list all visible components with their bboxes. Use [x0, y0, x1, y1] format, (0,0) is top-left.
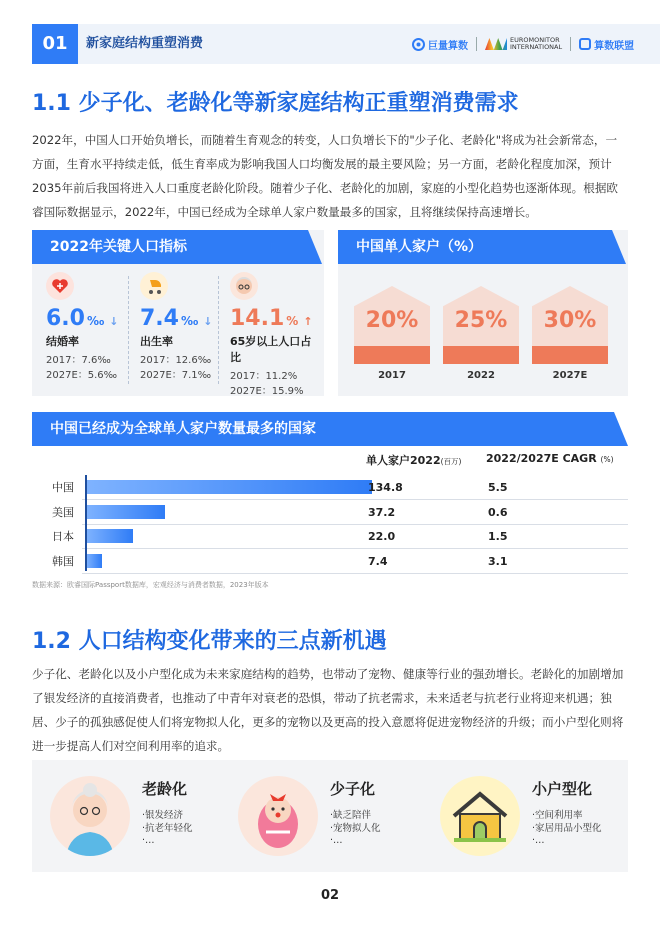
cagr-value: 3.1: [488, 554, 508, 568]
trend-down-icon: ↓: [109, 315, 119, 328]
households-value: 7.4: [368, 554, 388, 568]
column-header-cagr: [486, 452, 614, 465]
cagr-value: 1.5: [488, 530, 508, 543]
chart-bar: [86, 505, 165, 519]
opportunity-list: [532, 810, 602, 848]
euromonitor-line1: EUROMONITOR: [510, 36, 560, 44]
opportunity-small-household: [440, 772, 630, 862]
opportunity-item: · 家居用品小型化: [532, 823, 602, 836]
baby-icon: [238, 776, 318, 856]
opportunity-item: · 宠物拟人化: [330, 823, 381, 836]
opportunity-item: · 空间利用率: [532, 810, 602, 823]
kpi-sub-2017: 2017：7.6‰: [46, 355, 111, 366]
chart-category-label: 中国: [52, 481, 74, 494]
section-1-paragraph: 2022年，中国人口开始负增长，而随着生育观念的转变，人口负增长下的"少子化、老龄化"将成为社会新常态，一方面，生育水平持续走低，低生育率成为影响我国人口均衡发展的最主要风险；另一方面，老龄化程度加深，预计2035年前后我国将进入人口重度老龄化阶段。随着少子化、老龄化的加剧，家庭的小型化趋势也逐渐体现。根据欧睿国际数据显示，2022年，中国已经成为全球单人家户数量最多的国家，且将继续保持高速增长。: [32, 133, 619, 219]
opportunity-item: · …: [142, 835, 193, 848]
single-household-title: 中国单人家户（%）: [338, 230, 612, 264]
kpi-elderly: [230, 272, 320, 399]
data-source-note: 数据来源：欧睿国际Passport数据库，宏观经济与消费者数据，2023年版本: [32, 581, 269, 589]
chart-category-label: 美国: [52, 505, 74, 519]
opportunity-title: 老龄化: [142, 780, 188, 798]
chart-category-label: 韩国: [52, 554, 74, 568]
opportunity-item: · …: [330, 835, 381, 848]
house-year: 2027E: [552, 370, 588, 381]
kpi-label: 出生率: [140, 335, 173, 348]
cagr-value: 0.6: [488, 505, 508, 519]
kpi-unit: ‰: [86, 314, 105, 328]
column-header-cagr-unit: (%): [600, 455, 614, 464]
opportunity-title: 小户型化: [532, 780, 593, 798]
heart-icon: [46, 272, 74, 300]
house-year: 2017: [378, 370, 406, 381]
column-header-households-unit: (百万): [440, 457, 462, 466]
households-value: 134.8: [368, 481, 403, 494]
stroller-icon: [140, 272, 168, 300]
chart-row: [32, 500, 628, 525]
juliang-logo: [412, 37, 468, 52]
kpi-sub-2017: 2017：11.2%: [230, 371, 298, 382]
opportunity-item: · 缺乏陪伴: [330, 810, 381, 823]
chart-bar: [86, 480, 372, 494]
juliang-logo-icon: [412, 38, 425, 51]
chart-category-label: 日本: [52, 530, 74, 543]
chart-row: [32, 475, 628, 500]
opportunity-title: 少子化: [330, 780, 376, 798]
kpi-sub-2027: 2027E：5.6‰: [46, 370, 118, 381]
opportunity-list: [330, 810, 381, 848]
households-value: 22.0: [368, 530, 396, 543]
house-value: 20%: [365, 308, 419, 333]
chapter-number: 01: [32, 24, 78, 64]
house-value: 25%: [454, 308, 508, 333]
chapter-title: 新家庭结构重塑消费: [86, 36, 204, 51]
house-icon: [440, 776, 520, 856]
elderly-woman-icon: [50, 776, 130, 856]
opportunity-low-birth: [238, 772, 428, 862]
kpi-panel-title: 2022年关键人口指标: [32, 230, 308, 264]
households-value: 37.2: [368, 505, 396, 519]
kpi-unit: %: [286, 314, 299, 328]
kpi-value-row: [46, 306, 136, 331]
kpi-divider: [128, 276, 129, 384]
chart-bar: [86, 529, 133, 543]
kpi-value-row: [140, 306, 230, 331]
chart-row: [32, 524, 628, 549]
opportunity-item: · 抗老年轻化: [142, 823, 193, 836]
euromonitor-logo: [485, 37, 562, 51]
chart-row: [32, 549, 628, 574]
kpi-value: 6.0: [46, 306, 85, 331]
kpi-label: 65岁以上人口占比: [230, 335, 312, 364]
kpi-unit: ‰: [180, 314, 199, 328]
kpi-label: 结婚率: [46, 335, 79, 348]
juliang-logo-text: 巨量算数: [428, 40, 468, 52]
page-number: 02: [320, 888, 340, 903]
logo-divider: [476, 37, 477, 51]
column-header-cagr-label: 2022/2027E CAGR: [486, 452, 597, 465]
kpi-sub-2017: 2017：12.6‰: [140, 355, 212, 366]
page-header: [0, 24, 660, 64]
house-year: 2022: [467, 370, 495, 381]
house-2017: [354, 286, 430, 364]
country-chart-title: 中国已经成为全球单人家户数量最多的国家: [32, 412, 614, 446]
kpi-birth: [140, 272, 230, 383]
kpi-value: 7.4: [140, 306, 179, 331]
section-2-title: 1.2 人口结构变化带来的三点新机遇: [32, 629, 387, 654]
kpi-sub-2027: 2027E：7.1‰: [140, 370, 212, 381]
chart-bar: [86, 554, 102, 568]
suanshu-logo-icon: [579, 38, 591, 50]
opportunity-item: · 银发经济: [142, 810, 193, 823]
house-base: [443, 346, 519, 364]
house-2027e: [532, 286, 608, 364]
partner-logos: [412, 34, 634, 54]
house-base: [532, 346, 608, 364]
suanshu-logo: [579, 37, 634, 52]
kpi-sub-2027: 2027E：15.9%: [230, 386, 304, 397]
kpi-value: 14.1: [230, 306, 285, 331]
row-divider: [82, 573, 628, 574]
opportunity-item: · …: [532, 835, 602, 848]
house-2022: [443, 286, 519, 364]
euromonitor-line2: INTERNATIONAL: [510, 43, 563, 51]
kpi-value-row: [230, 306, 320, 331]
column-header-households-label: 单人家户2022: [366, 454, 441, 467]
opportunity-list: [142, 810, 193, 848]
house-base: [354, 346, 430, 364]
section-2-paragraph: 少子化、老龄化以及小户型化成为未来家庭结构的趋势，也带动了宠物、健康等行业的强劲增长。老龄化的加剧增加了银发经济的直接消费者，也推动了中青年对衰老的恐惧，带动了抗老需求，未来适老与抗老行业将迎来机遇；独居、少子的孤独感促使人们将宠物拟人化，更多的宠物以及更高的投入意愿将促进宠物经济的升级；而小户型化则将进一步提高人们对空间利用率的追求。: [32, 667, 624, 753]
logo-divider: [570, 37, 571, 51]
kpi-marriage: [46, 272, 136, 383]
house-value: 30%: [543, 308, 597, 333]
euromonitor-mark-icon: [485, 38, 507, 50]
section-1-title: 1.1 少子化、老龄化等新家庭结构正重塑消费需求: [32, 91, 519, 116]
trend-up-icon: ↑: [303, 315, 313, 328]
elder-icon: [230, 272, 258, 300]
cagr-value: 5.5: [488, 481, 508, 494]
trend-down-icon: ↓: [203, 315, 213, 328]
column-header-households: [366, 452, 461, 468]
opportunity-aging: [50, 772, 240, 862]
kpi-divider: [218, 276, 219, 384]
suanshu-logo-text: 算数联盟: [594, 40, 635, 52]
chart-axis: [85, 475, 87, 571]
